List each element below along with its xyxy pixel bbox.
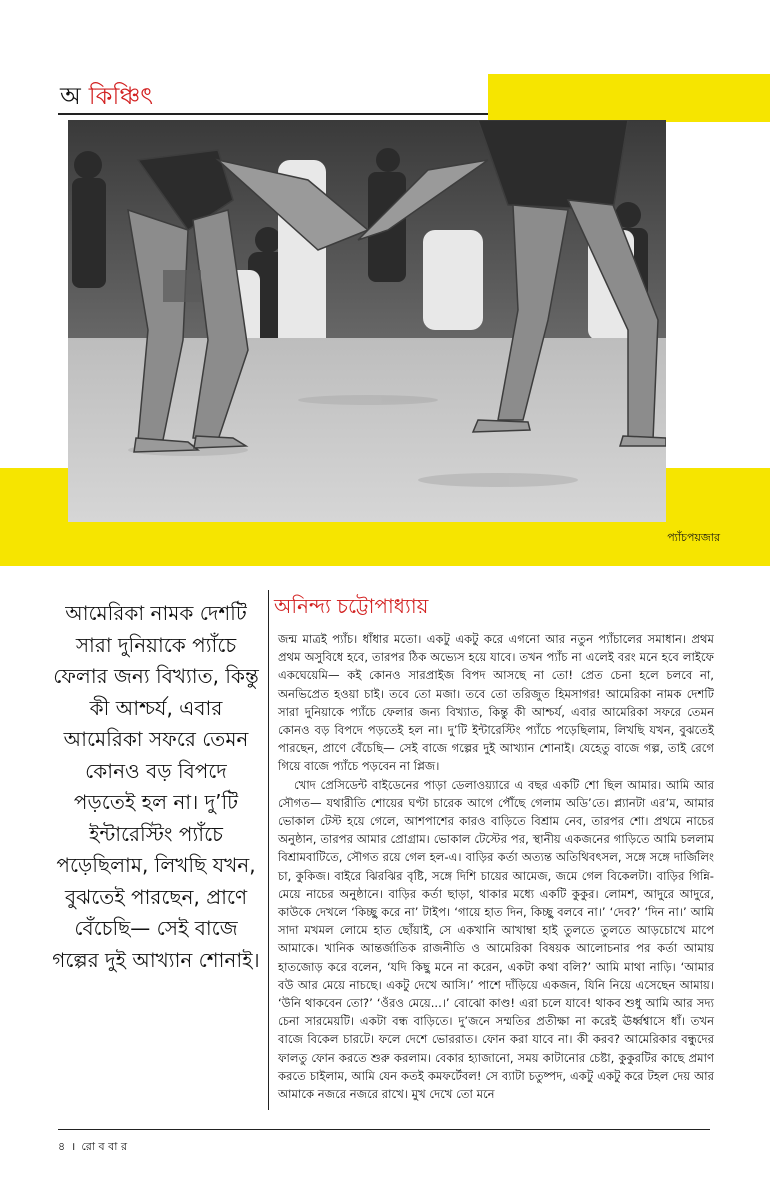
pull-quote: আমেরিকা নামক দেশটি সারা দুনিয়াকে প্যাঁচে ফেলার জন্য বিখ্যাত, কিন্তু কী আশ্চর্য, এবার আমেরিকা সফরে তেমন কোনও বড় বিপদে পড়তেই হল না। দু’টি ইন্টারেস্টিং প্যাঁচে পড়েছিলাম, লিখছি যখন, বুঝতেই পারছেন, প্রাণে বেঁচেছি— সেই বাজে গল্পের দুই আখ্যান শোনাই। xyxy=(52,601,260,972)
section-title-main: কিঞ্চিৎ xyxy=(88,82,154,110)
header-accent-block xyxy=(488,74,770,122)
page-footer xyxy=(58,1138,127,1157)
footer-divider xyxy=(58,1129,710,1130)
footer-separator: । xyxy=(71,1140,76,1153)
header-divider xyxy=(58,113,488,115)
article-paragraph: জন্ম মাত্রই প্যাঁচ। ধাঁধার মতো। একটু একটু করে এগনো আর নতুন প্যাঁচালের সমাধান। প্রথম প্রথম অসুবিধে হবে, তারপর ঠিক অভ্যেস হয়ে যাবে। তখন প্যাঁচ না এলেই বরং মনে হবে লাইফে একঘেয়েমি— কই কোনও সারপ্রাইজ বিপদ আসছে না তো! প্রেত চেনা হলে চলবে না, অনভিপ্রেত হওয়া চাই। তবে তো মজা। তবে তো তরিজুত হিমসাগর! আমেরিকা নামক দেশটি সারা দুনিয়াকে প্যাঁচে ফেলার জন্য বিখ্যাত, কিন্তু কী আশ্চর্য, এবার আমেরিকা সফরে তেমন কোনও বড় বিপদে পড়তেই হল না। দু’টি ইন্টারেস্টিং প্যাঁচে পড়েছিলাম, লিখছি যখন, বুঝতেই পারছেন, প্রাণে বেঁচেছি— সেই বাজে গল্পের দুই আখ্যান শোনাই। যেহেতু বাজে গল্প, তাই রেগে গিয়ে বাজে প্যাঁচে পড়বেন না প্লিজ। xyxy=(278,632,714,774)
section-title xyxy=(60,82,153,110)
photo-caption: প্যাঁচপয়জার xyxy=(667,531,720,544)
publication-name: রো ব বা র xyxy=(81,1140,127,1153)
article-paragraph: খোদ প্রেসিডেন্ট বাইডেনের পাড়া ডেলাওয়্যারে এ বছর একটি শো ছিল আমার। আমি আর সৌগত— যথারীতি শোয়ের ঘণ্টা চারেক আগে পৌঁছে গেলাম অডি’তে। প্ল্যানটা এর’ম, আমার ভোকাল টেস্ট হয়ে গেলে, আশপাশের কারও বাড়িতে বিশ্রাম নেব, তারপর শো। প্রথমে নাচের অনুষ্ঠান, তারপর আমার প্রোগ্রাম। ভোকাল টেস্টের পর, স্থানীয় একজনের গাড়িতে আমি চললাম বিশ্রামবাটিতে, সৌগত রয়ে গেল হল-এ। বাড়ির কর্তা অত্যন্ত অতিথিবৎসল, সঙ্গে সঙ্গে দার্জিলিং চা, কুকিজ। বাইরে ঝিরঝির বৃষ্টি, সঙ্গে দিশি চায়ের আমেজ, জমে গেল বিকেলটা। বাড়ির গিন্নি-মেয়ে নাচের অনুষ্ঠানে। বাড়ির কর্তা ছাড়া, থাকার মধ্যে একটি কুকুর। লোমশ, আদুরে আদুরে, কাউকে দেখলে ‘কিচ্ছু করে না’ টাইপ। ‘গায়ে হাত দিন, কিচ্ছু বলবে না।’ ‘দেব?’ ‘দিন না।’ আমি সাদা মখমল লোমে হাত ছোঁয়াই, সে একখানি আখাম্বা হাই তুলতে তুলতে আড়চোখে মাপে আমাকে। খানিক আন্তর্জাতিক রাজনীতি ও আমেরিকা বিষয়ক আলোচনার পর কর্তা আমায় হাতজোড় করে বলেন, ‘যদি কিছু মনে না করেন, একটা কথা বলি?’ আমি মাথা নাড়ি। ‘আমার বউ আর মেয়ে নাচছে। একটু দেখে আসি।’ পাশে দাঁড়িয়ে একজন, যিনি নিয়ে এসেছেন আমায়। ‘উনি থাকবেন তো?’ ‘ওঁরও মেয়ে...।’ বোঝো কাণ্ড! এরা চলে যাবে! থাকব শুধু আমি আর সদ্য চেনা সারমেয়টি। একটা বন্ধ বাড়িতে। দু’জনে সম্মতির প্রতীক্ষা না করেই ঊর্ধ্বশ্বাসে ধাঁ। তখন বাজে বিকেল চারটে। ফলে দেশে ভোররাত। ফোন করা যাবে না। কী করব? আমেরিকার বন্ধুদের ফালতু ফোন করতে শুরু করলাম। বেকার হ্যাজানো, সময় কাটানোর চেষ্টা, কুকুরটির কাছে প্রমাণ করতে চাইলাম, আমি যেন কতই কমফর্টেবল! সে ব্যাটা চতুষ্পদ, একটু একটু করে টহল দেয় আর আমাকে নজরে নজরে রাখে। মুখ দেখে তো মনে xyxy=(278,777,714,1102)
section-title-prefix: অ xyxy=(60,82,81,110)
column-divider xyxy=(268,590,269,1110)
page-number: ৪ xyxy=(58,1140,66,1153)
wrestling-photo xyxy=(68,120,666,522)
wrestling-photo-illustration xyxy=(68,120,666,522)
article-body xyxy=(278,630,714,1103)
author-byline: অনিন্দ্য চট্টোপাধ্যায় xyxy=(274,594,429,618)
